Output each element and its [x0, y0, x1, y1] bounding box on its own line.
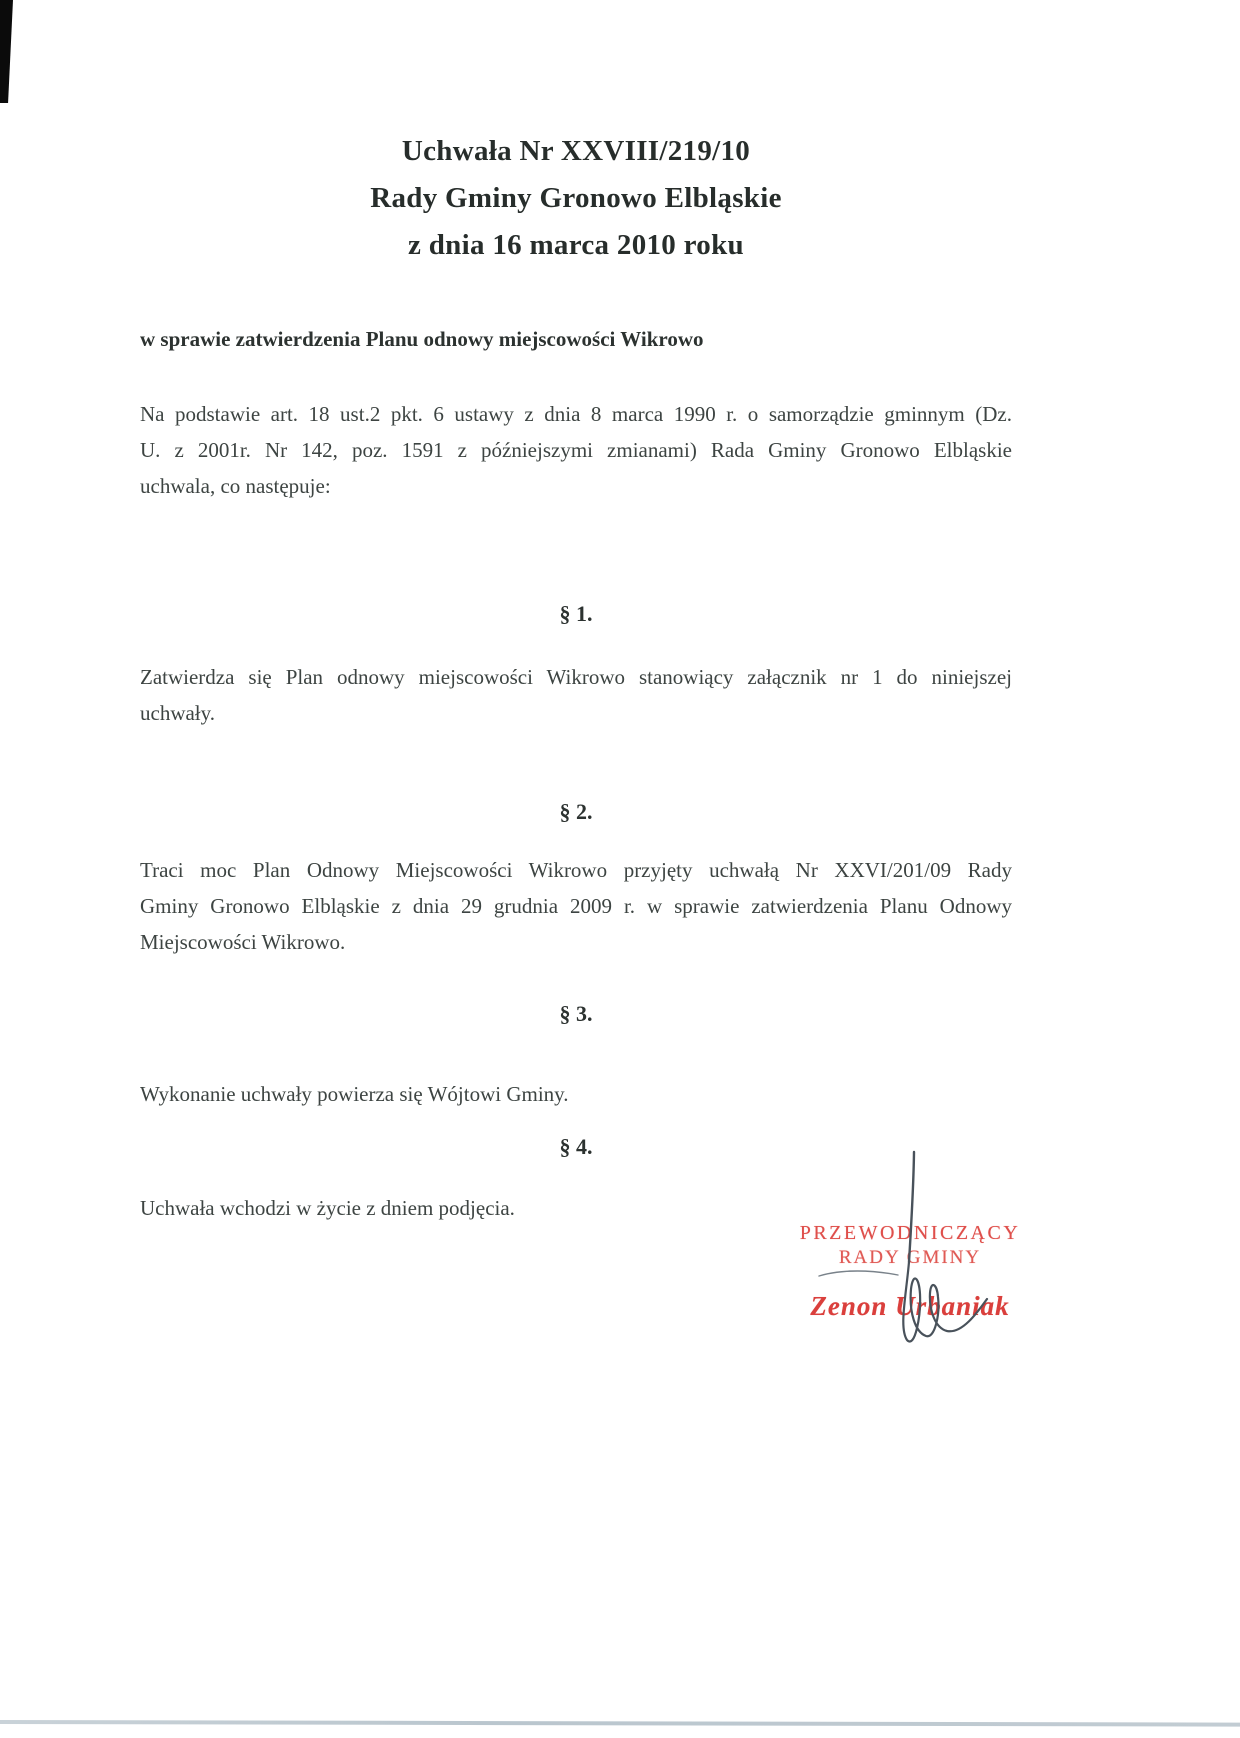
section-2-paragraph: Traci moc Plan Odnowy Miejscowości Wikrowo przyjęty uchwałą Nr XXVI/201/09 Rady Gminy Gronowo Elbląskie z dnia 29 grudnia 2009 r. w sprawie zatwierdzenia Planu Odnowy Miejscowości Wikrowo.: [140, 858, 1012, 954]
chairman-stamp: [762, 1222, 1058, 1322]
preamble-paragraph: Na podstawie art. 18 ust.2 pkt. 6 ustawy z dnia 8 marca 1990 r. o samorządzie gminnym (Dz. U. z 2001r. Nr 142, poz. 1591 z późniejszymi zmianami) Rada Gminy Gronowo Elbląskie uchwala, co następuje:: [140, 402, 1012, 498]
stamp-subtitle-line: RADY GMINY: [838, 1247, 982, 1268]
resolution-title: Uchwała Nr XXVIII/219/10 Rady Gminy Gronowo Elbląskie z dnia 16 marca 2010 roku: [370, 135, 782, 261]
resolution-subject: w sprawie zatwierdzenia Planu odnowy miejscowości Wikrowo: [140, 327, 704, 351]
stamp-title-line: PRZEWODNICZĄCY: [799, 1222, 1021, 1244]
section-4-label: § 4.: [559, 1134, 593, 1159]
section-3-paragraph: Wykonanie uchwały powierza się Wójtowi Gminy.: [140, 1082, 569, 1106]
stamp-name: Zenon Urbaniak: [810, 1291, 1010, 1321]
section-1-label: § 1.: [559, 601, 593, 626]
section-3-label: § 3.: [559, 1001, 593, 1026]
section-2-label: § 2.: [559, 799, 593, 824]
section-1-paragraph: Zatwierdza się Plan odnowy miejscowości Wikrowo stanowiący załącznik nr 1 do niniejszej uchwały.: [140, 665, 1012, 725]
signature-ink: [790, 1130, 1060, 1370]
scan-corner-artifact: [0, 0, 13, 103]
section-4-paragraph: Uchwała wchodzi w życie z dniem podjęcia.: [140, 1196, 515, 1220]
scan-bottom-edge-line: [0, 1720, 1240, 1727]
